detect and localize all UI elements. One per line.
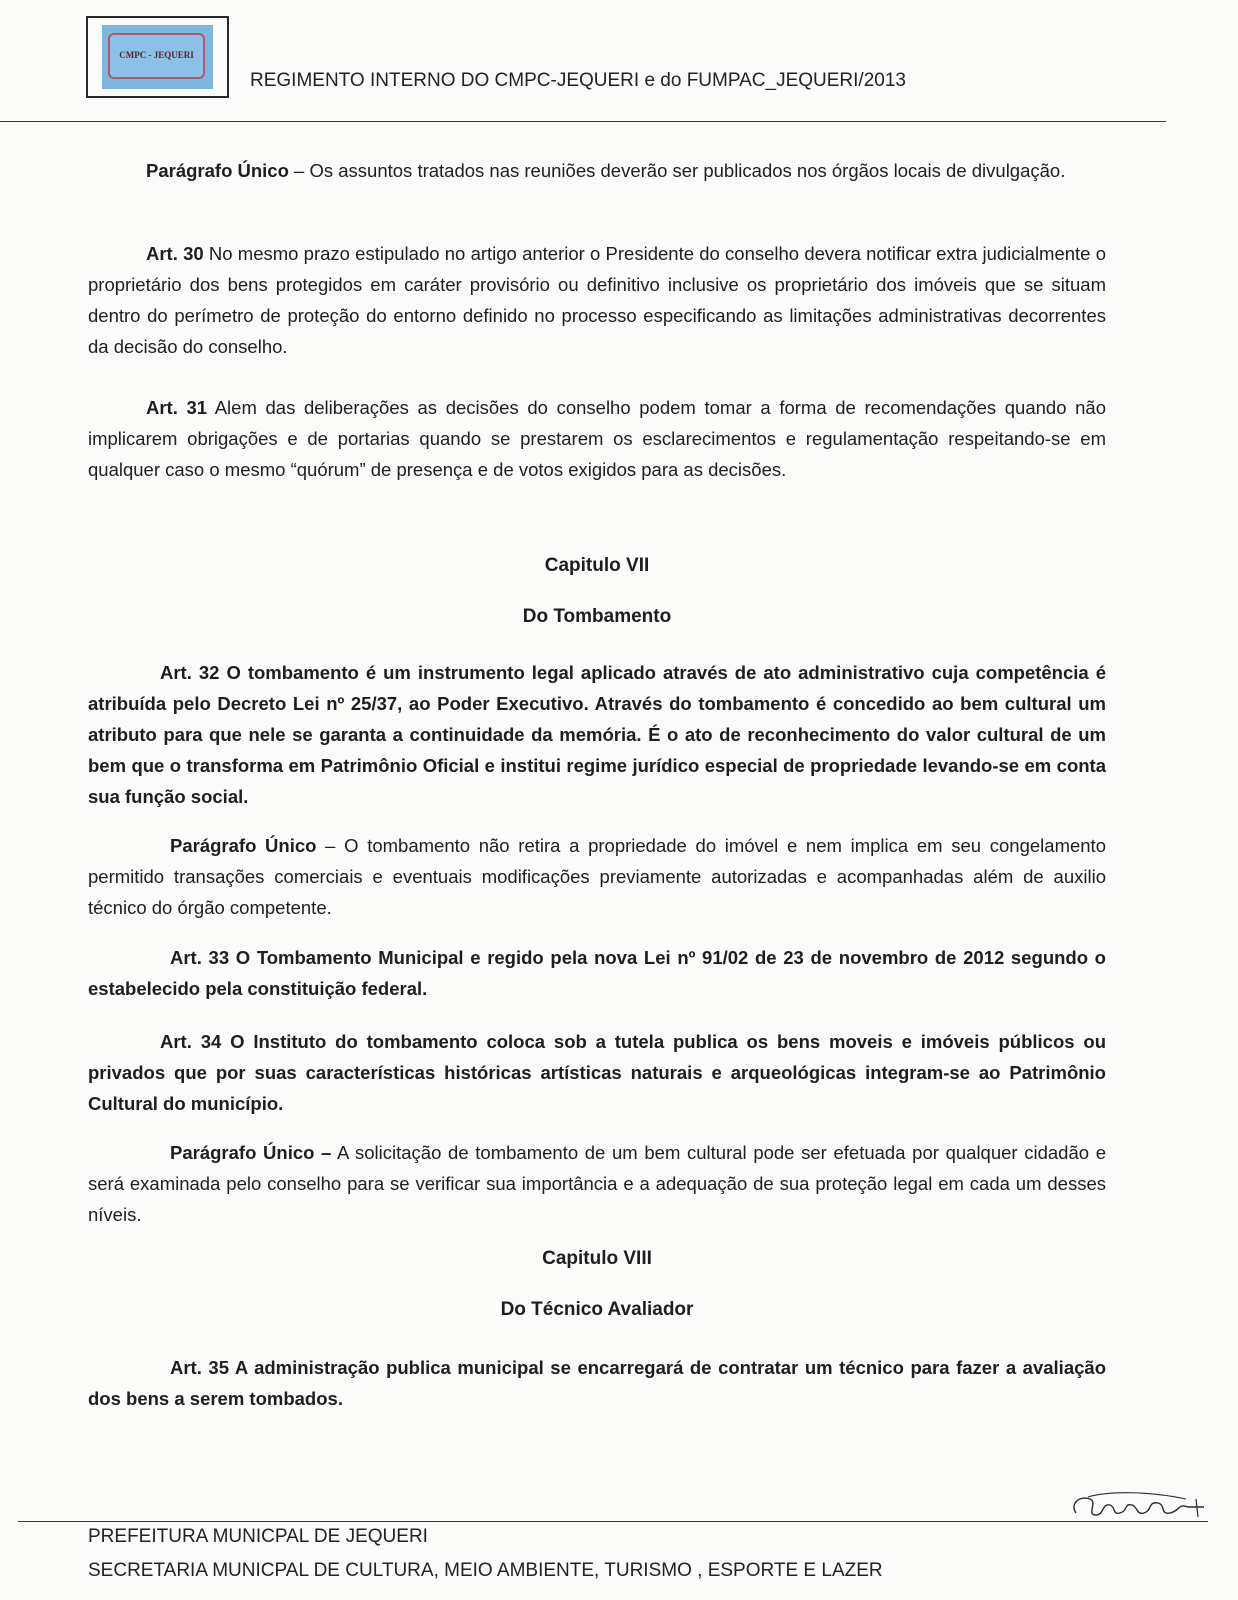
paragrafo-unico-2 bbox=[88, 830, 1106, 923]
article-text: No mesmo prazo estipulado no artigo anterior o Presidente do conselho devera notificar extra judicialmente o proprietário dos bens protegidos em caráter provisório ou definitivo inclusive os proprietário dos imóveis que se situam dentro do perímetro de proteção do entorno definido no processo especificando as limitações administrativas decorrentes da decisão do conselho. bbox=[88, 243, 1106, 357]
footer-line-1: PREFEITURA MUNICPAL DE JEQUERI bbox=[88, 1526, 428, 1547]
article-35: Art. 35 A administração publica municipal se encarregará de contratar um técnico para fazer a avaliação dos bens a serem tombados. bbox=[88, 1357, 1106, 1409]
logo-background bbox=[102, 25, 213, 89]
article-32: Art. 32 O tombamento é um instrumento legal aplicado através de ato administrativo cuja competência é atribuída pelo Decreto Lei nº 25/37, ao Poder Executivo. Através do tombamento é concedido ao bem cultural um atributo para que nele se garanta a continuidade da memória. É o ato de reconhecimento do valor cultural de um bem que o transforma em Patrimônio Oficial e institui regime jurídico especial de propriedade levando-se em conta sua função social. bbox=[88, 662, 1106, 807]
chapter-8-title: Capitulo VIII bbox=[542, 1248, 652, 1269]
footer-line-2: SECRETARIA MUNICPAL DE CULTURA, MEIO AMBIENTE, TURISMO , ESPORTE E LAZER bbox=[88, 1560, 883, 1581]
chapter-7-subtitle: Do Tombamento bbox=[522, 606, 672, 627]
article-33: Art. 33 O Tombamento Municipal e regido pela nova Lei nº 91/02 de 23 de novembro de 2012 segundo o estabelecido pela constituição federal. bbox=[88, 947, 1106, 999]
logo-frame bbox=[108, 33, 205, 79]
paragrafo-unico-1 bbox=[88, 155, 1106, 186]
paragraph-lead: Parágrafo Único bbox=[146, 160, 289, 181]
footer-divider bbox=[18, 1521, 1208, 1522]
paragraph-text: – O tombamento não retira a propriedade do imóvel e nem implica em seu congelamento permitido transações comerciais e eventuais modificações previamente autorizadas e acompanhadas além de auxilio técnico do órgão competente. bbox=[88, 835, 1106, 918]
chapter-7-title: Capitulo VII bbox=[544, 555, 650, 576]
article-34: Art. 34 O Instituto do tombamento coloca sob a tutela publica os bens moveis e imóveis públicos ou privados que por suas características históricas artísticas naturais e arqueológicas integram-se ao Patrimônio Cultural do município. bbox=[88, 1031, 1106, 1114]
chapter-8-subtitle: Do Técnico Avaliador bbox=[500, 1299, 694, 1320]
logo-text: CMPC - JEQUERI bbox=[119, 50, 194, 60]
header-divider bbox=[0, 121, 1166, 122]
paragraph-lead: Parágrafo Único – bbox=[170, 1142, 332, 1163]
paragraph-text: A solicitação de tombamento de um bem cultural pode ser efetuada por qualquer cidadão e será examinada pelo conselho para se verificar sua importância e a adequação de sua proteção legal em cada um desses níveis. bbox=[88, 1142, 1106, 1225]
article-31 bbox=[88, 392, 1106, 485]
document-title: REGIMENTO INTERNO DO CMPC-JEQUERI e do FUMPAC_JEQUERI/2013 bbox=[250, 70, 906, 91]
article-number: Art. 31 bbox=[146, 397, 208, 418]
logo bbox=[86, 16, 229, 98]
paragrafo-unico-3 bbox=[88, 1137, 1106, 1230]
article-number: Art. 30 bbox=[146, 243, 204, 264]
article-text: Alem das deliberações as decisões do conselho podem tomar a forma de recomendações quando não implicarem obrigações e de portarias quando se prestarem os esclarecimentos e regulamentação respeitando-se em qualquer caso o mesmo “quórum” de presença e de votos exigidos para as decisões. bbox=[88, 397, 1107, 480]
paragraph-lead: Parágrafo Único bbox=[170, 835, 317, 856]
article-30 bbox=[88, 238, 1106, 362]
signature bbox=[1068, 1485, 1208, 1521]
paragraph-text: – Os assuntos tratados nas reuniões deverão ser publicados nos órgãos locais de divulgação. bbox=[288, 160, 1066, 181]
